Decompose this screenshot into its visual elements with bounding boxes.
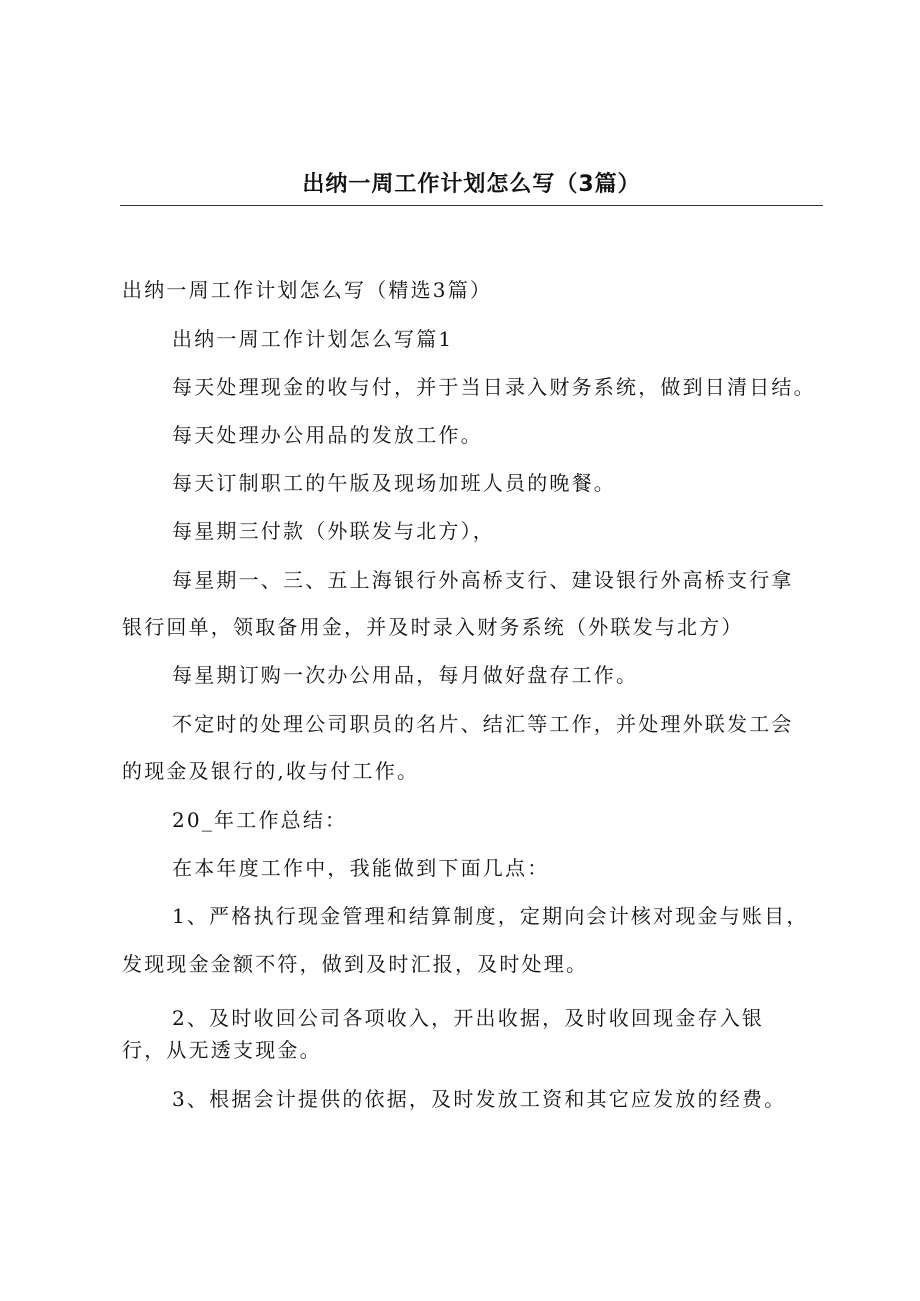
paragraph-line: 每天订制职工的午版及现场加班人员的晚餐。 [172, 471, 616, 495]
list-item-continuation: 发现现金金额不符，做到及时汇报，及时处理。 [122, 952, 589, 976]
title-underline [120, 205, 823, 206]
list-item: 2、及时收回公司各项收入，开出收据，及时收回现金存入银 [172, 1006, 765, 1030]
document-title: 出纳一周工作计划怎么写（3篇） [302, 172, 641, 197]
list-item: 1、严格执行现金管理和结算制度，定期向会计核对现金与账目， [172, 904, 809, 928]
list-item-continuation: 行，从无透支现金。 [122, 1038, 322, 1062]
paragraph-line: 每星期订购一次办公用品，每月做好盘存工作。 [172, 663, 639, 687]
paragraph-line: 在本年度工作中，我能做到下面几点： [172, 856, 550, 880]
section-heading: 出纳一周工作计划怎么写篇1 [172, 327, 454, 351]
paragraph-line: 的现金及银行的,收与付工作。 [122, 759, 420, 783]
section-heading: 20_年工作总结： [172, 808, 348, 832]
paragraph-line: 每星期三付款（外联发与北方）， [172, 519, 495, 543]
paragraph-line: 每天处理现金的收与付，并于当日录入财务系统，做到日清日结。 [172, 375, 816, 399]
subtitle-line: 出纳一周工作计划怎么写（精选3篇） [122, 278, 493, 302]
paragraph-line: 每星期一、三、五上海银行外高桥支行、建设银行外高桥支行拿 [172, 568, 794, 592]
paragraph-line: 每天处理办公用品的发放工作。 [172, 423, 483, 447]
list-item: 3、根据会计提供的依据，及时发放工资和其它应发放的经费。 [172, 1087, 787, 1111]
paragraph-line: 银行回单，领取备用金，并及时录入财务系统（外联发与北方） [122, 615, 744, 639]
paragraph-line: 不定时的处理公司职员的名片、结汇等工作，并处理外联发工会 [172, 712, 794, 736]
